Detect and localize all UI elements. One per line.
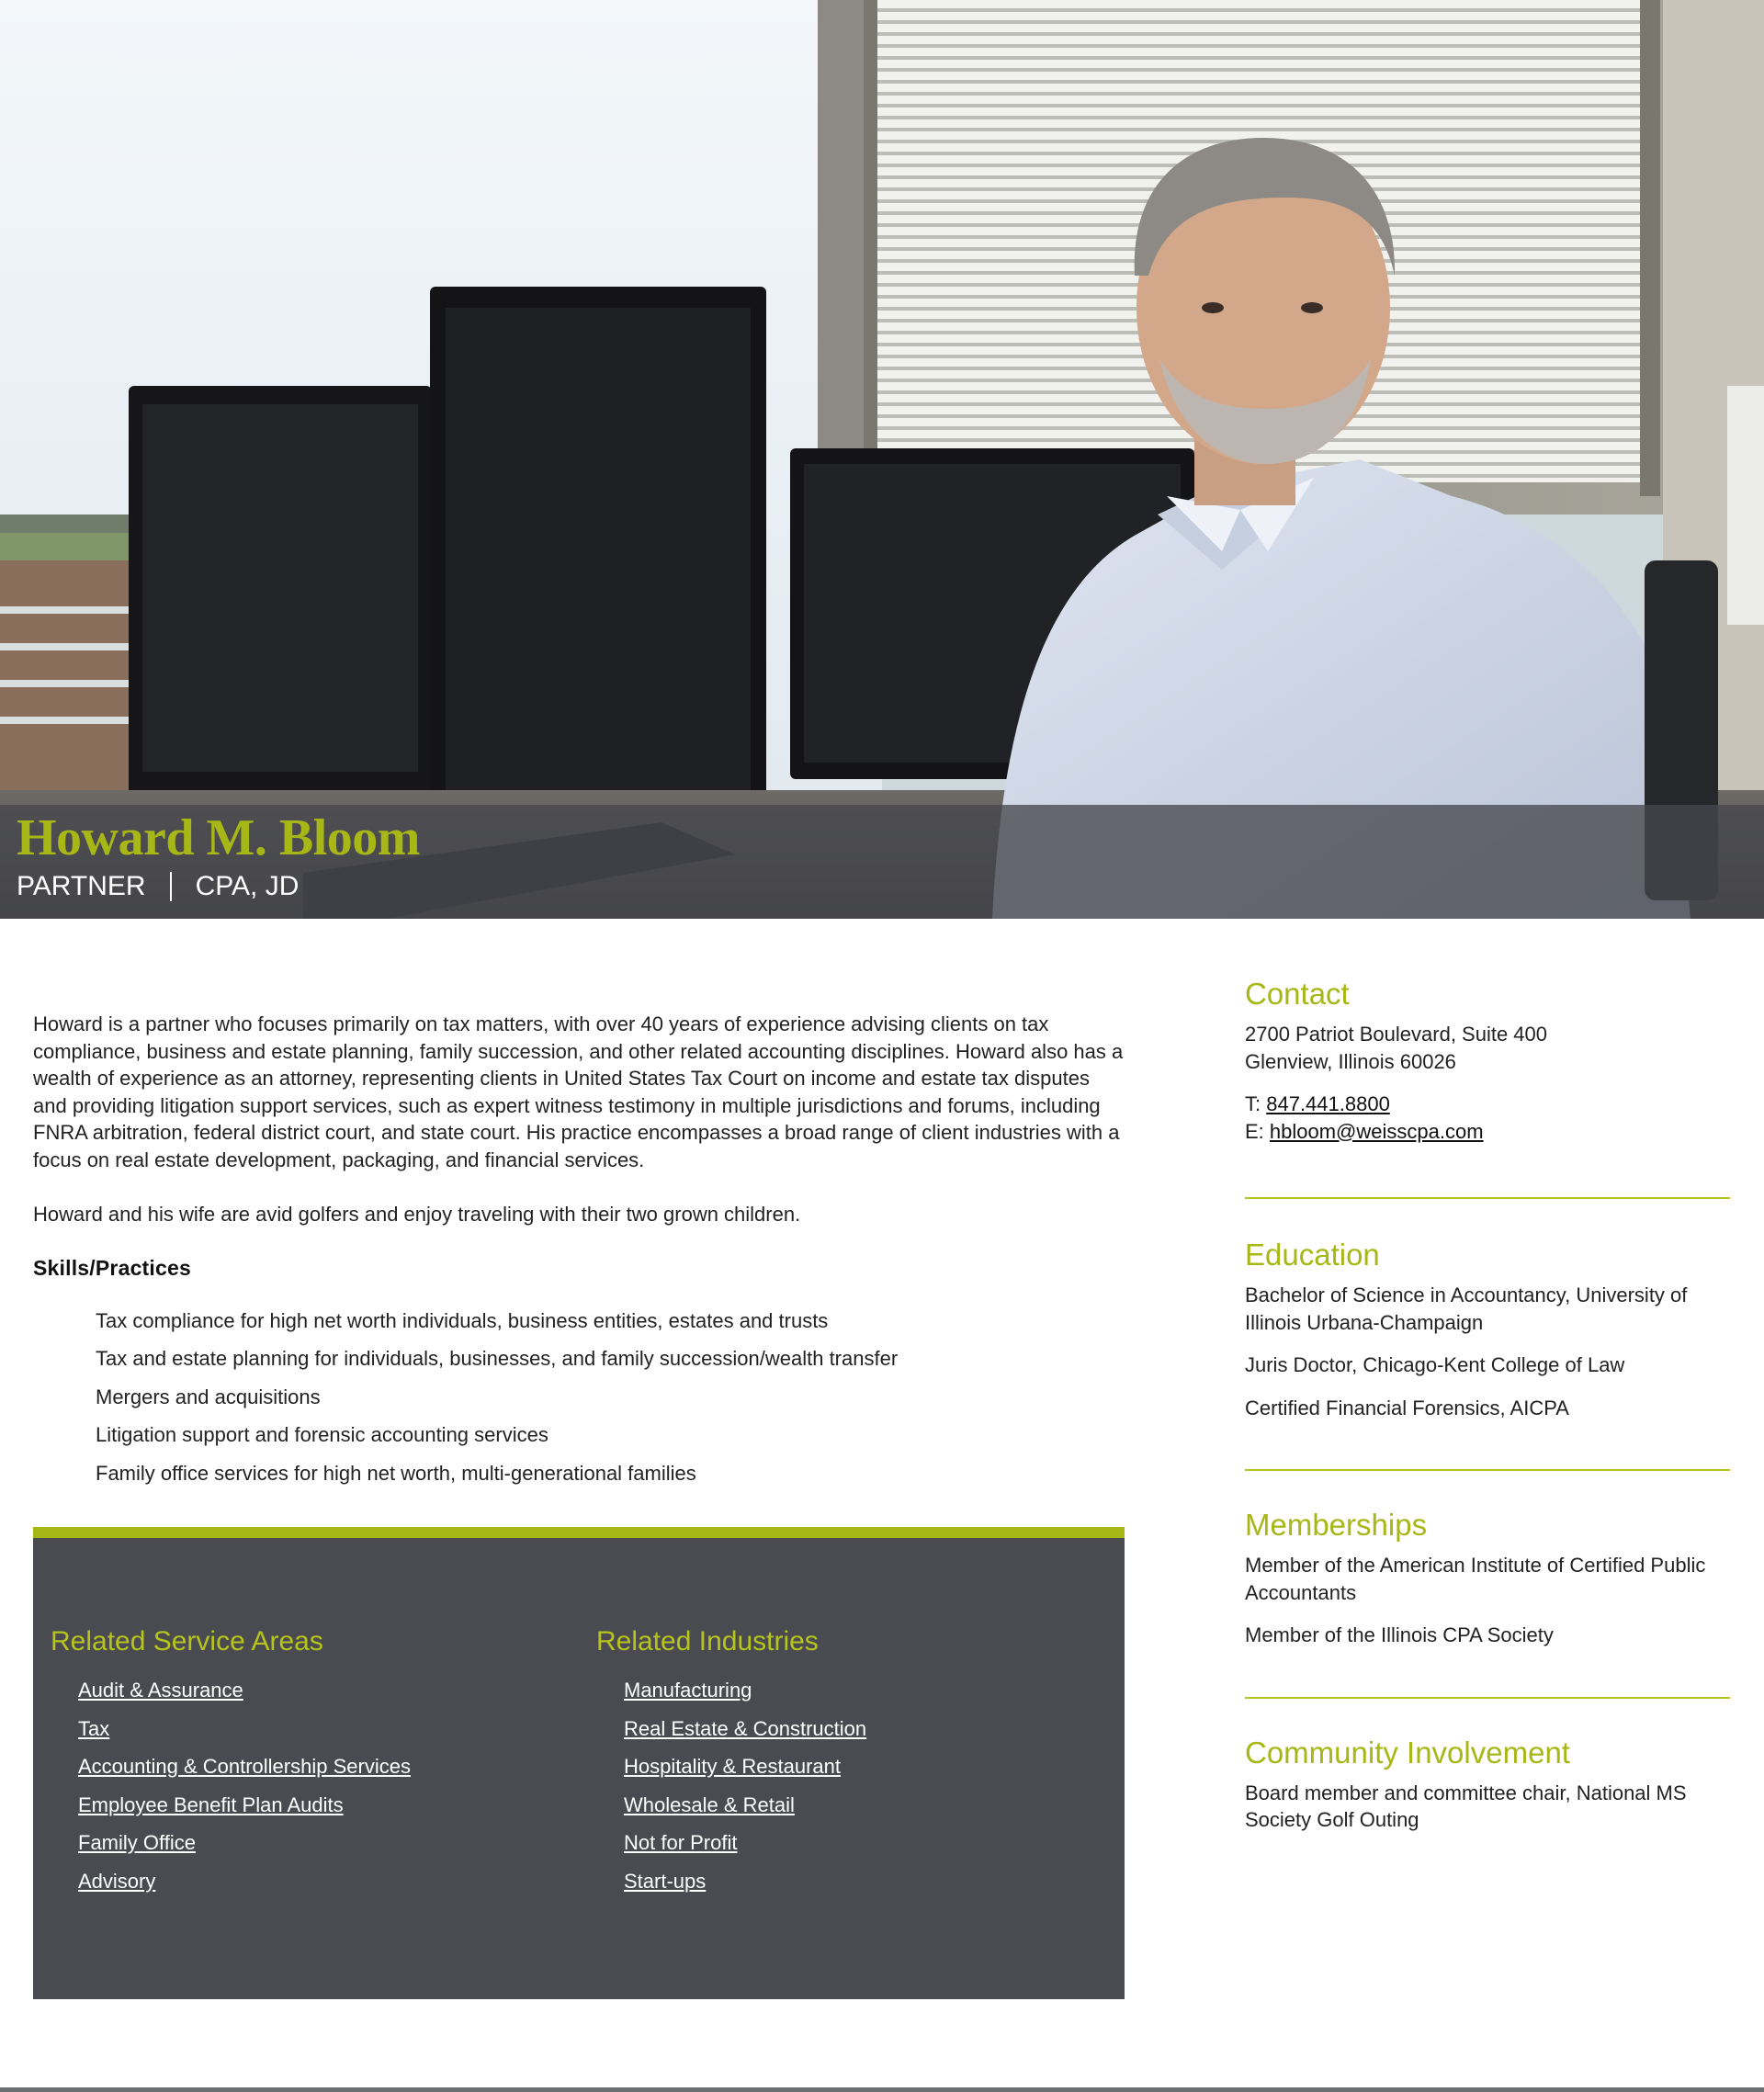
related-services-heading: Related Service Areas <box>51 1626 323 1657</box>
industry-link-hospitality[interactable]: Hospitality & Restaurant <box>624 1755 841 1778</box>
list-item <box>78 1792 411 1819</box>
main-content <box>33 1011 1126 1498</box>
contact-section <box>1245 977 1730 1199</box>
related-services-list <box>51 1678 411 1894</box>
related-services <box>51 1626 411 1906</box>
membership-item: Member of the American Institute of Certified Public Accountants <box>1245 1554 1706 1604</box>
list-item <box>624 1792 866 1819</box>
list-item <box>78 1869 411 1895</box>
related-panel <box>33 1527 1125 1999</box>
title-separator <box>170 872 172 901</box>
profile-credentials: CPA, JD <box>195 871 300 901</box>
bio-paragraph: Howard is a partner who focuses primarily on tax matters, with over 40 years of experience advising clients on tax compliance, business and estate planning, family succession, and other related accounting disciplines. Howard also has a wealth of experience as an attorney, representing clients in United States Tax Court on income and estate tax disputes and providing litigation support services, such as expert witness testimony in multiple jurisdictions and forums, including FNRA arbitration, federal district court, and state court. His practice encompasses a broad range of client industries with a focus on real estate development, packaging, and financial services. <box>33 1012 1124 1171</box>
bio-paragraph: Howard and his wife are avid golfers and enjoy traveling with their two grown children. <box>33 1203 801 1226</box>
industry-link-manufacturing[interactable]: Manufacturing <box>624 1679 752 1702</box>
contact-heading: Contact <box>1245 977 1350 1011</box>
industry-link-wholesale[interactable]: Wholesale & Retail <box>624 1792 795 1816</box>
hero-banner <box>0 0 1764 919</box>
hero-photo <box>0 0 1764 919</box>
footer-divider <box>0 2087 1764 2092</box>
education-item: Juris Doctor, Chicago-Kent College of Law <box>1245 1353 1625 1376</box>
address-line: 2700 Patriot Boulevard, Suite 400 <box>1245 1023 1548 1046</box>
community-item: Board member and committee chair, National MS Society Golf Outing <box>1245 1781 1687 1831</box>
skills-list <box>33 1308 1126 1487</box>
related-industries <box>596 1626 866 1906</box>
membership-item: Member of the Illinois CPA Society <box>1245 1623 1554 1646</box>
service-link-advisory[interactable]: Advisory <box>78 1869 156 1893</box>
industry-link-startups[interactable]: Start-ups <box>624 1869 707 1893</box>
education-item: Certified Financial Forensics, AICPA <box>1245 1396 1569 1419</box>
skills-heading: Skills/Practices <box>33 1255 191 1280</box>
service-link-audit[interactable]: Audit & Assurance <box>78 1679 243 1702</box>
community-heading: Community Involvement <box>1245 1735 1570 1770</box>
contact-details <box>1245 1091 1730 1145</box>
phone-label: T: <box>1245 1092 1267 1115</box>
address-line: Glenview, Illinois 60026 <box>1245 1049 1456 1073</box>
skill-item: Tax compliance for high net worth individuals, business entities, estates and trusts <box>96 1308 829 1332</box>
skill-item: Tax and estate planning for individuals, businesses, and family succession/wealth transfer <box>96 1347 899 1370</box>
community-section <box>1245 1736 1730 1834</box>
skill-item: Litigation support and forensic accounting services <box>96 1423 548 1446</box>
list-item <box>624 1678 866 1704</box>
education-item: Bachelor of Science in Accountancy, University of Illinois Urbana-Champaign <box>1245 1283 1688 1334</box>
list-item <box>624 1830 866 1857</box>
bio <box>33 1011 1126 1228</box>
list-item <box>624 1716 866 1743</box>
industry-link-real-estate[interactable]: Real Estate & Construction <box>624 1716 867 1740</box>
phone-link[interactable]: 847.441.8800 <box>1266 1092 1390 1115</box>
email-label: E: <box>1245 1119 1270 1143</box>
related-industries-heading: Related Industries <box>596 1626 819 1657</box>
email-link[interactable]: hbloom@weisscpa.com <box>1269 1119 1484 1143</box>
list-item <box>78 1678 411 1704</box>
profile-title <box>17 871 299 902</box>
skill-item: Mergers and acquisitions <box>96 1385 321 1408</box>
industry-link-not-for-profit[interactable]: Not for Profit <box>624 1831 738 1854</box>
contact-address <box>1245 1021 1730 1075</box>
education-heading: Education <box>1245 1238 1380 1272</box>
education-section <box>1245 1238 1730 1471</box>
memberships-heading: Memberships <box>1245 1508 1428 1542</box>
profile-role: PARTNER <box>17 871 146 901</box>
skill-item: Family office services for high net worth, multi-generational families <box>96 1461 696 1485</box>
profile-name: Howard M. Bloom <box>17 809 420 866</box>
list-item <box>624 1869 866 1895</box>
service-link-family-office[interactable]: Family Office <box>78 1831 196 1854</box>
related-industries-list <box>596 1678 866 1894</box>
list-item <box>624 1754 866 1781</box>
list-item <box>78 1716 411 1743</box>
service-link-tax[interactable]: Tax <box>78 1716 110 1740</box>
list-item <box>78 1830 411 1857</box>
service-link-accounting[interactable]: Accounting & Controllership Services <box>78 1755 411 1778</box>
list-item <box>78 1754 411 1781</box>
service-link-benefit-plan[interactable]: Employee Benefit Plan Audits <box>78 1792 344 1816</box>
memberships-section <box>1245 1508 1730 1699</box>
sidebar <box>1245 977 1730 1849</box>
